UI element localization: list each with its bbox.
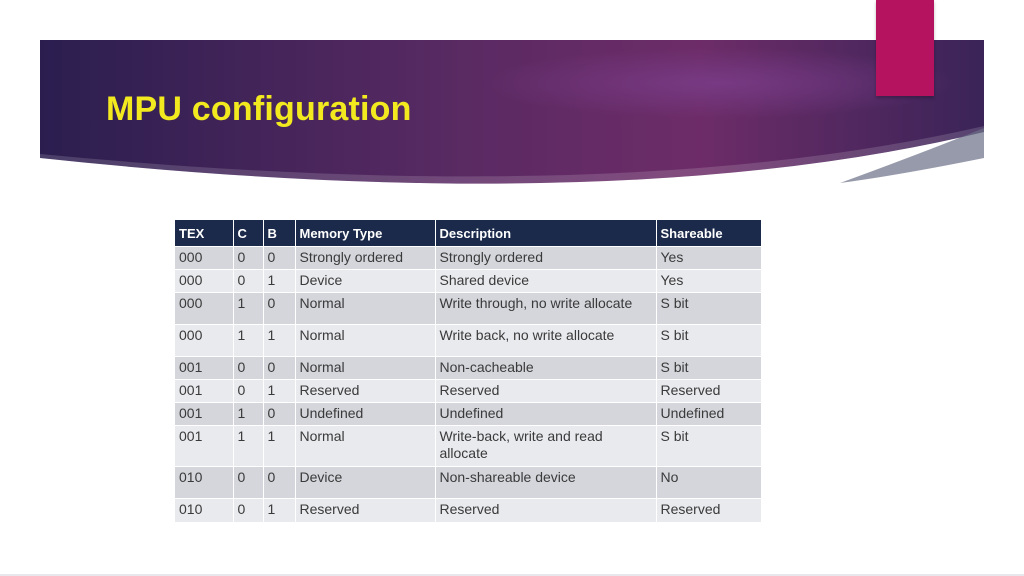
table-row bbox=[175, 426, 761, 467]
table-row bbox=[175, 380, 761, 403]
cell-b: 1 bbox=[263, 426, 295, 467]
cell-c: 1 bbox=[233, 403, 263, 426]
cell-description: Write-back, write and read allocate bbox=[435, 426, 656, 467]
cell-description: Write through, no write allocate bbox=[435, 293, 656, 325]
cell-shareable: Undefined bbox=[656, 403, 761, 426]
header-description: Description bbox=[435, 220, 656, 247]
slide-title: MPU configuration bbox=[106, 90, 412, 128]
cell-b: 1 bbox=[263, 499, 295, 522]
cell-shareable: No bbox=[656, 467, 761, 499]
cell-description: Write back, no write allocate bbox=[435, 325, 656, 357]
table-row bbox=[175, 247, 761, 270]
cell-memory-type: Strongly ordered bbox=[295, 247, 435, 270]
cell-description: Non-cacheable bbox=[435, 357, 656, 380]
cell-b: 0 bbox=[263, 357, 295, 380]
cell-shareable: Yes bbox=[656, 247, 761, 270]
cell-memory-type: Device bbox=[295, 270, 435, 293]
cell-description: Reserved bbox=[435, 499, 656, 522]
cell-tex: 000 bbox=[175, 325, 233, 357]
cell-b: 0 bbox=[263, 293, 295, 325]
cell-b: 1 bbox=[263, 270, 295, 293]
cell-memory-type: Normal bbox=[295, 357, 435, 380]
cell-tex: 010 bbox=[175, 499, 233, 522]
cell-tex: 001 bbox=[175, 426, 233, 467]
mpu-table-container bbox=[175, 220, 761, 522]
cell-b: 1 bbox=[263, 325, 295, 357]
cell-tex: 000 bbox=[175, 293, 233, 325]
cell-description: Non-shareable device bbox=[435, 467, 656, 499]
table-row bbox=[175, 270, 761, 293]
cell-c: 0 bbox=[233, 270, 263, 293]
cell-shareable: Reserved bbox=[656, 499, 761, 522]
cell-tex: 010 bbox=[175, 467, 233, 499]
table-row bbox=[175, 293, 761, 325]
cell-memory-type: Device bbox=[295, 467, 435, 499]
cell-memory-type: Reserved bbox=[295, 499, 435, 522]
cell-shareable: S bit bbox=[656, 325, 761, 357]
header-shareable: Shareable bbox=[656, 220, 761, 247]
cell-b: 0 bbox=[263, 403, 295, 426]
cell-memory-type: Reserved bbox=[295, 380, 435, 403]
table-row bbox=[175, 403, 761, 426]
cell-c: 1 bbox=[233, 325, 263, 357]
cell-tex: 001 bbox=[175, 357, 233, 380]
cell-memory-type: Normal bbox=[295, 426, 435, 467]
cell-shareable: Reserved bbox=[656, 380, 761, 403]
table-row bbox=[175, 499, 761, 522]
cell-b: 0 bbox=[263, 467, 295, 499]
cell-c: 1 bbox=[233, 426, 263, 467]
table-row bbox=[175, 467, 761, 499]
cell-shareable: S bit bbox=[656, 357, 761, 380]
table-row bbox=[175, 357, 761, 380]
cell-shareable: Yes bbox=[656, 270, 761, 293]
mpu-config-table bbox=[175, 220, 761, 522]
header-c: C bbox=[233, 220, 263, 247]
accent-tab bbox=[876, 0, 934, 96]
cell-c: 0 bbox=[233, 247, 263, 270]
table-row bbox=[175, 325, 761, 357]
cell-shareable: S bit bbox=[656, 426, 761, 467]
cell-tex: 000 bbox=[175, 247, 233, 270]
cell-memory-type: Undefined bbox=[295, 403, 435, 426]
table-header-row bbox=[175, 220, 761, 247]
cell-b: 1 bbox=[263, 380, 295, 403]
cell-description: Shared device bbox=[435, 270, 656, 293]
header-tex: TEX bbox=[175, 220, 233, 247]
cell-description: Strongly ordered bbox=[435, 247, 656, 270]
cell-c: 0 bbox=[233, 380, 263, 403]
header-b: B bbox=[263, 220, 295, 247]
cell-memory-type: Normal bbox=[295, 325, 435, 357]
cell-c: 0 bbox=[233, 499, 263, 522]
cell-memory-type: Normal bbox=[295, 293, 435, 325]
cell-b: 0 bbox=[263, 247, 295, 270]
cell-tex: 000 bbox=[175, 270, 233, 293]
cell-c: 0 bbox=[233, 467, 263, 499]
cell-shareable: S bit bbox=[656, 293, 761, 325]
cell-tex: 001 bbox=[175, 403, 233, 426]
cell-c: 0 bbox=[233, 357, 263, 380]
cell-description: Undefined bbox=[435, 403, 656, 426]
cell-description: Reserved bbox=[435, 380, 656, 403]
cell-c: 1 bbox=[233, 293, 263, 325]
cell-tex: 001 bbox=[175, 380, 233, 403]
header-memory-type: Memory Type bbox=[295, 220, 435, 247]
